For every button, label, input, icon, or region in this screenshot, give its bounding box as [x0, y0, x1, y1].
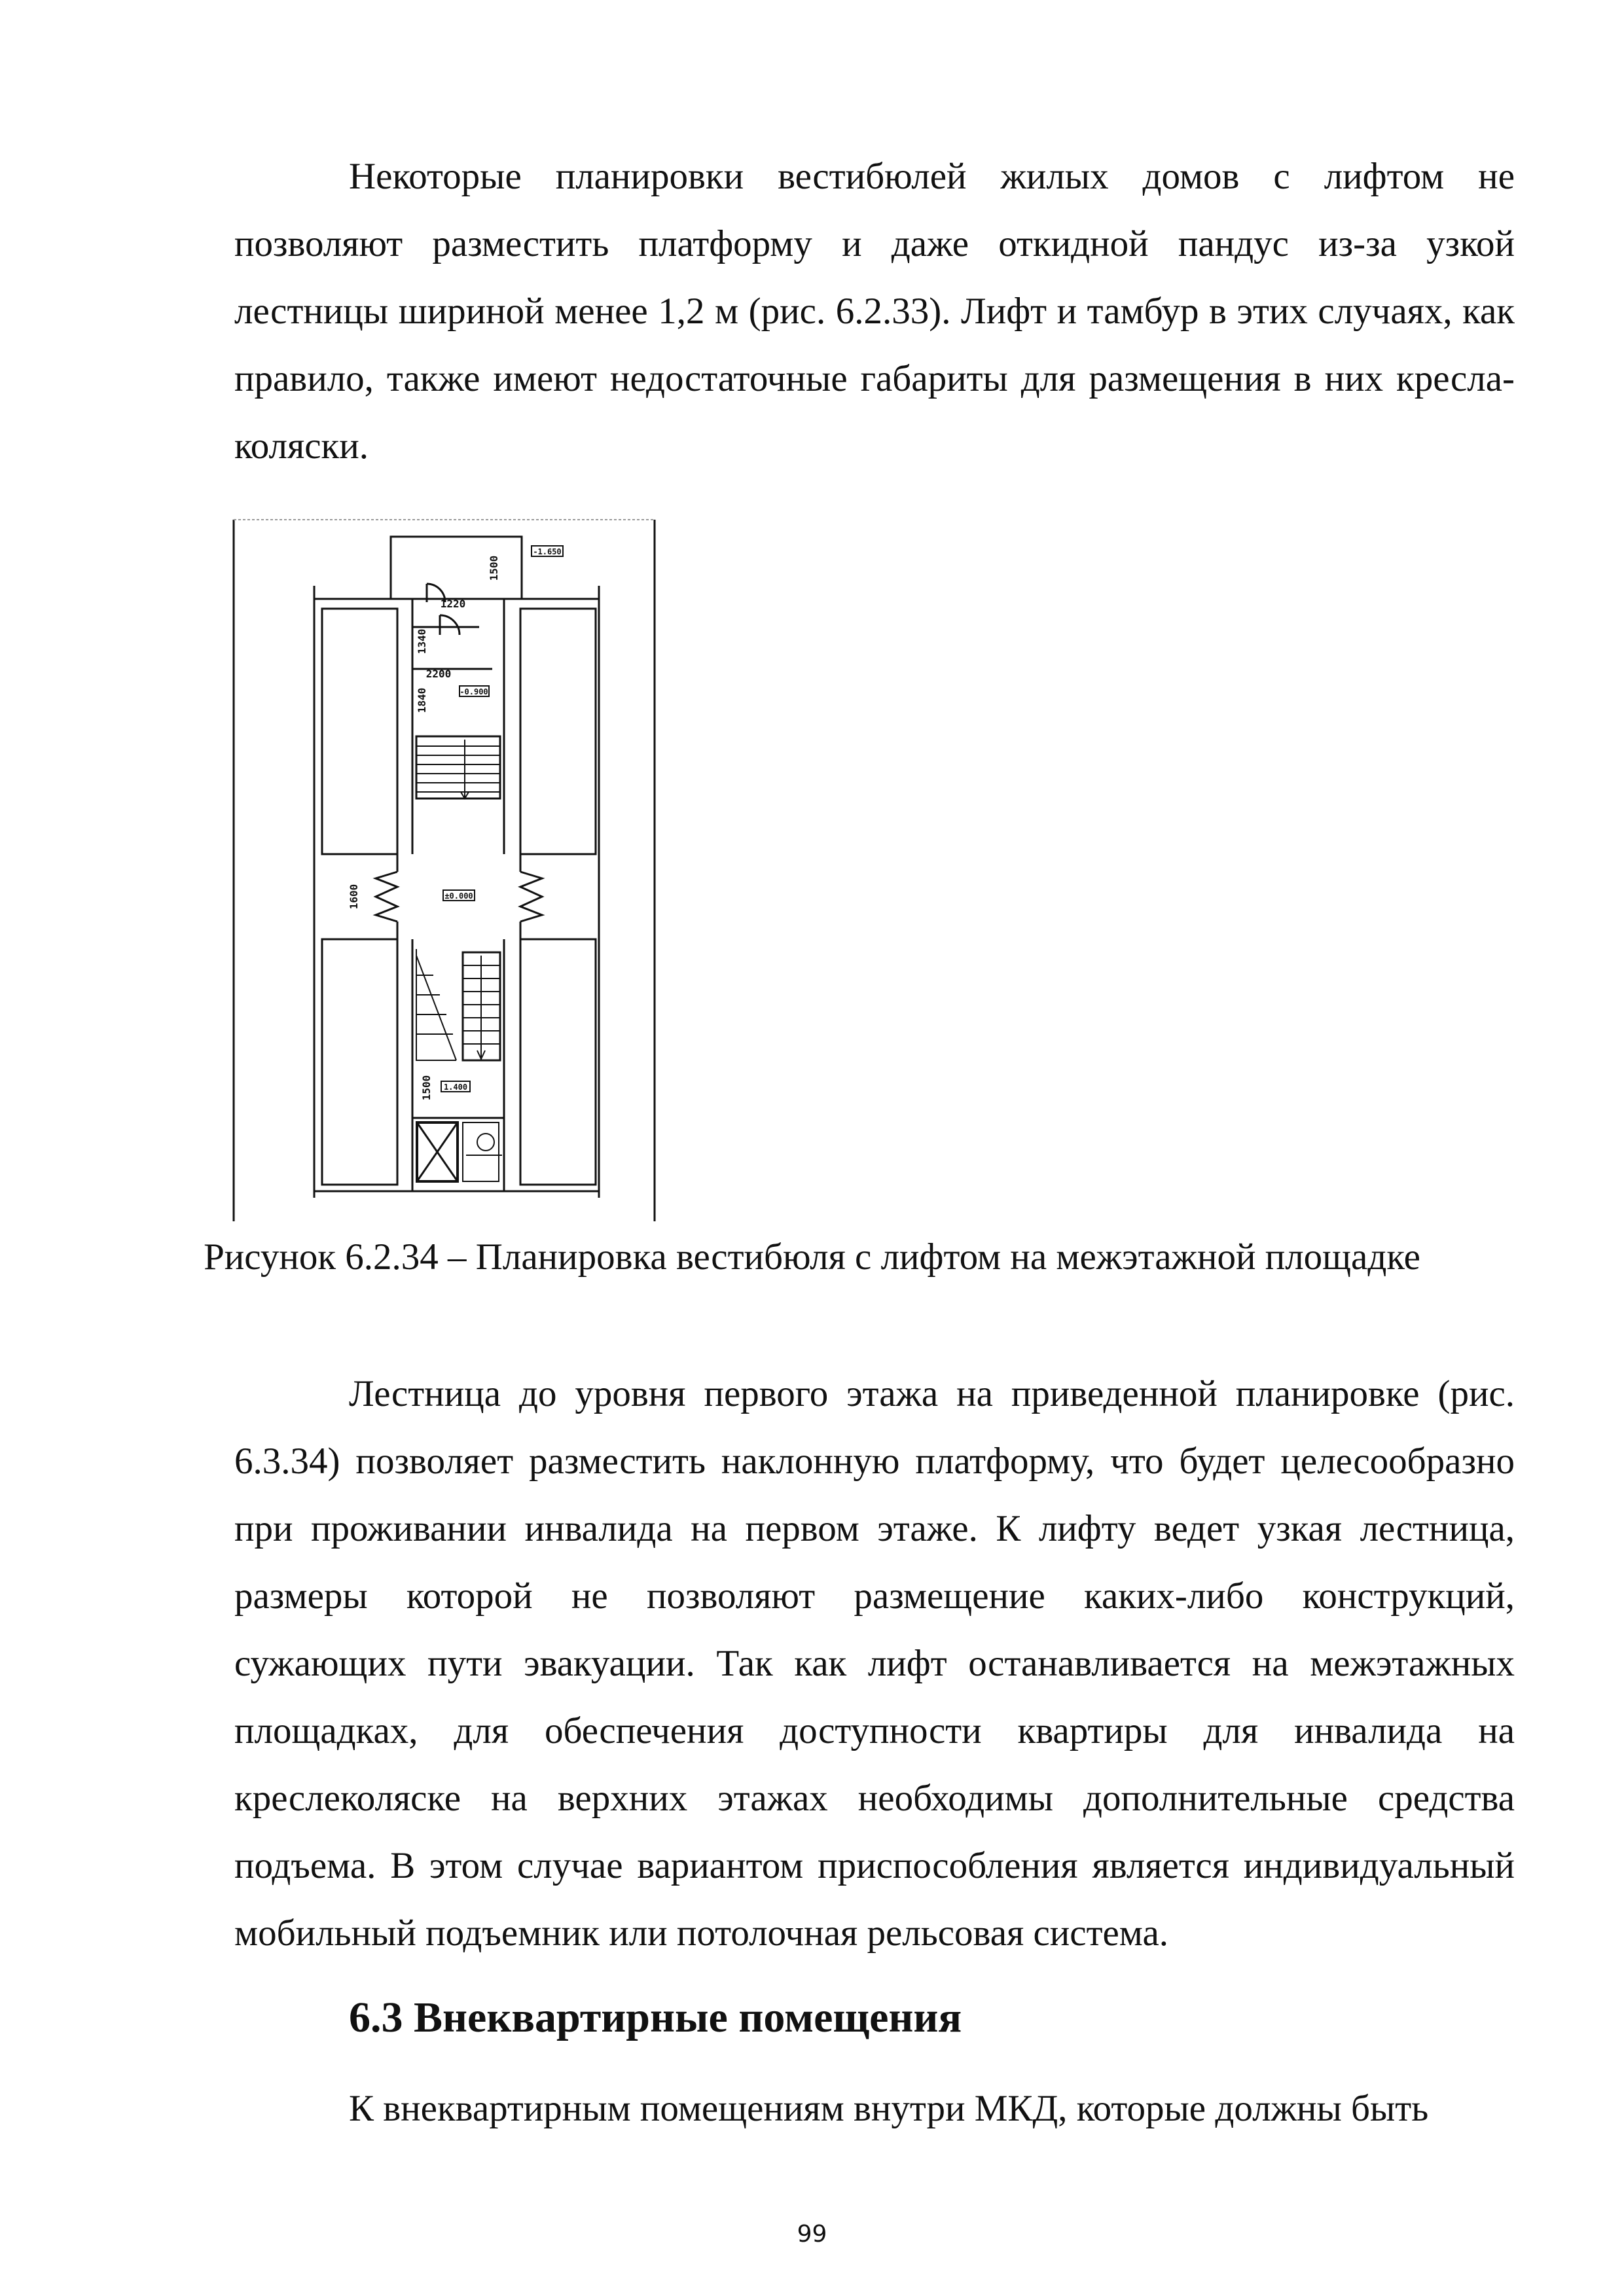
paragraph-stair-description	[234, 1360, 1515, 1967]
dimension-1840: 1840	[416, 687, 428, 713]
dimension-1340: 1340	[416, 628, 428, 655]
paragraph-intro-text: Некоторые планировки вестибюлей жилых домов с лифтом не позволяют разместить платформу и даже откидной пандус из-за узкой лестницы шириной менее 1,2 м (рис. 6.2.33). Лифт и тамбур в этих случаях, как правило, также имеют недостаточные габариты для размещения в них кресла-коляски.	[234, 156, 1515, 467]
figure-caption: Рисунок 6.2.34 – Планировка вестибюля с лифтом на межэтажной площадке	[204, 1236, 1420, 1278]
dimension-1500-top: 1500	[488, 555, 500, 581]
paragraph-section-start	[234, 2075, 1515, 2142]
dimension-1220: 1220	[440, 598, 466, 610]
paragraph-intro	[234, 143, 1515, 480]
dimension-2200: 2200	[425, 668, 452, 680]
level-mark-top: -1.650	[533, 547, 562, 556]
paragraph-stair-description-text: Лестница до уровня первого этажа на приведенной планировке (рис. 6.3.34) позволяет разместить наклонную платформу, что будет целесообразно при проживании инвалида на первом этаже. К лифту ведет узкая лестница, размеры которой не позволяют размещение каких-либо конструкций, сужающих пути эвакуации. Так как лифт останавливается на межэтажных площадках, для обеспечения доступности квартиры для инвалида на креслеколяске на верхних этажах необходимы дополнительные средства подъема. В этом случае вариантом приспособления является индивидуальный мобильный подъемник или потолочная рельсовая система.	[234, 1373, 1515, 1954]
paragraph-section-start-text: К внеквартирным помещениям внутри МКД, которые должны быть	[349, 2088, 1429, 2129]
level-mark-lower: 1.400	[443, 1083, 468, 1092]
level-mark-middle: ±0.000	[444, 891, 473, 901]
level-mark-upper: -0.900	[460, 687, 488, 696]
floor-plan-figure	[230, 517, 666, 1221]
dimension-1500-bottom: 1500	[420, 1075, 433, 1101]
section-heading: 6.3 Внеквартирные помещения	[349, 1994, 962, 2041]
floor-plan-drawing	[230, 517, 666, 1221]
dimension-1600: 1600	[348, 884, 360, 910]
page-number: 99	[797, 2221, 827, 2248]
